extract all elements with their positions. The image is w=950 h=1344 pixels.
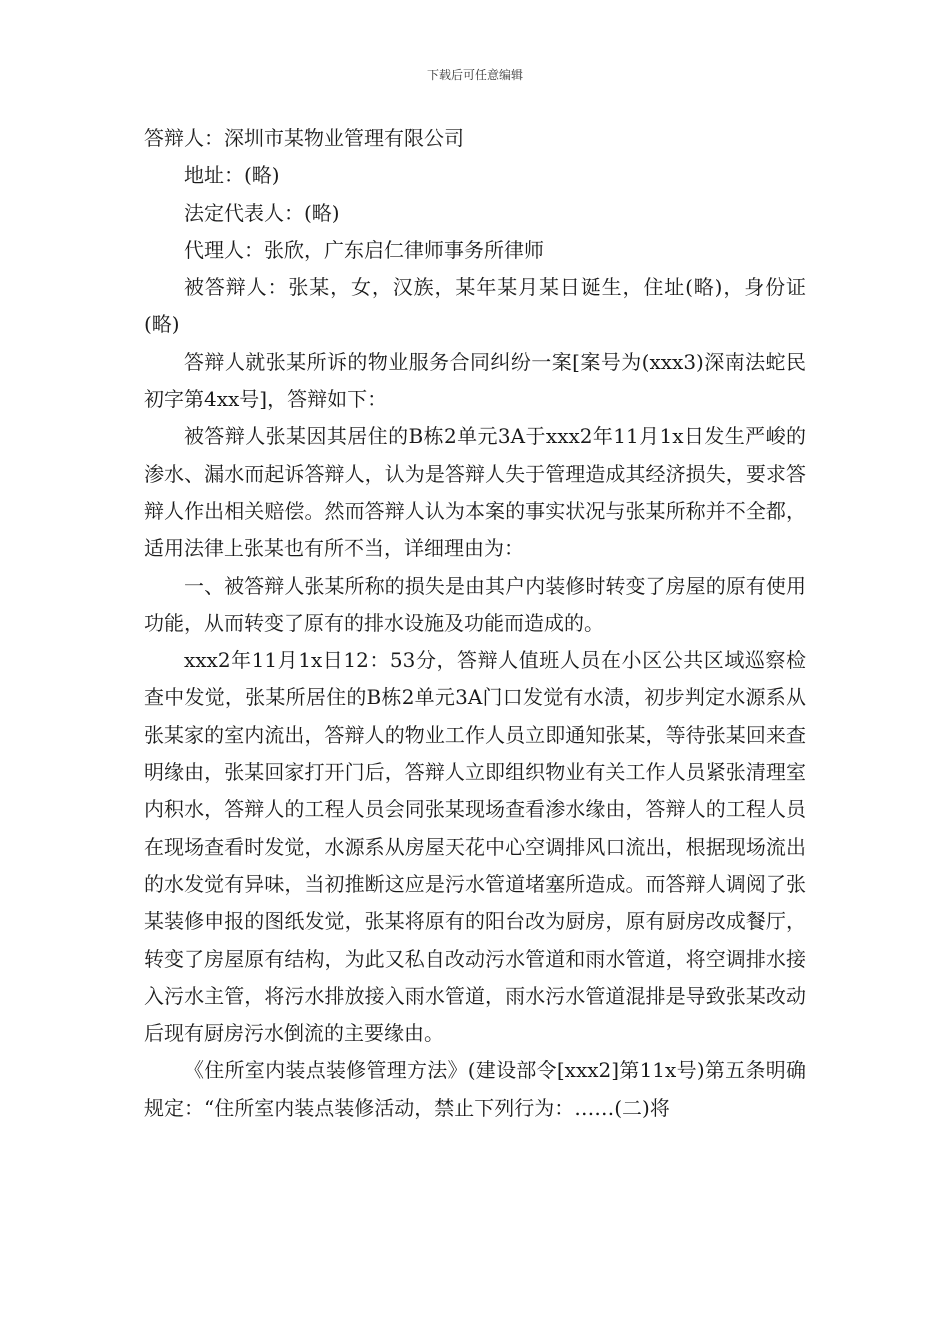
paragraph: 被答辩人张某因其居住的B栋2单元3A于xxx2年11月1x日发生严峻的渗水、漏水而起诉答辩人，认为是答辩人失于管理造成其经济损失，要求答辩人作出相关赔偿。然而答辩人认为本案的事实状况与张某所称并不全都，适用法律上张某也有所不当，详细理由为：: [144, 424, 806, 561]
paragraph: 代理人：张欣，广东启仁律师事务所律师: [184, 237, 544, 262]
paragraph: 一、被答辩人张某所称的损失是由其户内装修时转变了房屋的原有使用功能，从而转变了原有的排水设施及功能而造成的。: [144, 573, 806, 635]
paragraph: xxx2年11月1x日12：53分，答辩人值班人员在小区公共区域巡察检查中发觉，张某所居住的B栋2单元3A门口发觉有水渍，初步判定水源系从张某家的室内流出，答辩人的物业工作人员立即通知张某，等待张某回来查明缘由，张某回家打开门后，答辩人立即组织物业有关工作人员紧张清理室内积水，答辩人的工程人员会同张某现场查看渗水缘由，答辩人的工程人员在现场查看时发觉，水源系从房屋天花中心空调排风口流出，根据现场流出的水发觉有异味，当初推断这应是污水管道堵塞所造成。而答辩人调阅了张某装修申报的图纸发觉，张某将原有的阳台改为厨房，原有厨房改成餐厅，转变了房屋原有结构，为此又私自改动污水管道和雨水管道，将空调排水接入污水主管，将污水排放接入雨水管道，雨水污水管道混排是导致张某改动后现有厨房污水倒流的主要缘由。: [144, 648, 806, 1046]
paragraph: 答辩人：深圳市某物业管理有限公司: [144, 126, 464, 150]
document-body: [144, 120, 806, 1127]
paragraph: 法定代表人：(略): [184, 200, 340, 225]
paragraph: 地址：(略): [184, 163, 280, 188]
paragraph: 答辩人就张某所诉的物业服务合同纠纷一案[案号为(xxx3)深南法蛇民初字第4xx号]，答辩如下：: [144, 349, 806, 412]
paragraph: 被答辩人：张某，女，汉族，某年某月某日诞生，住址(略)，身份证(略): [144, 275, 806, 337]
page-header: 下载后可任意编辑: [426, 68, 523, 82]
paragraph: 《住所室内装点装修管理方法》(建设部令[xxx2]第11x号)第五条明确规定：“住所室内装点装修活动，禁止下列行为：……(二)将: [144, 1058, 806, 1120]
